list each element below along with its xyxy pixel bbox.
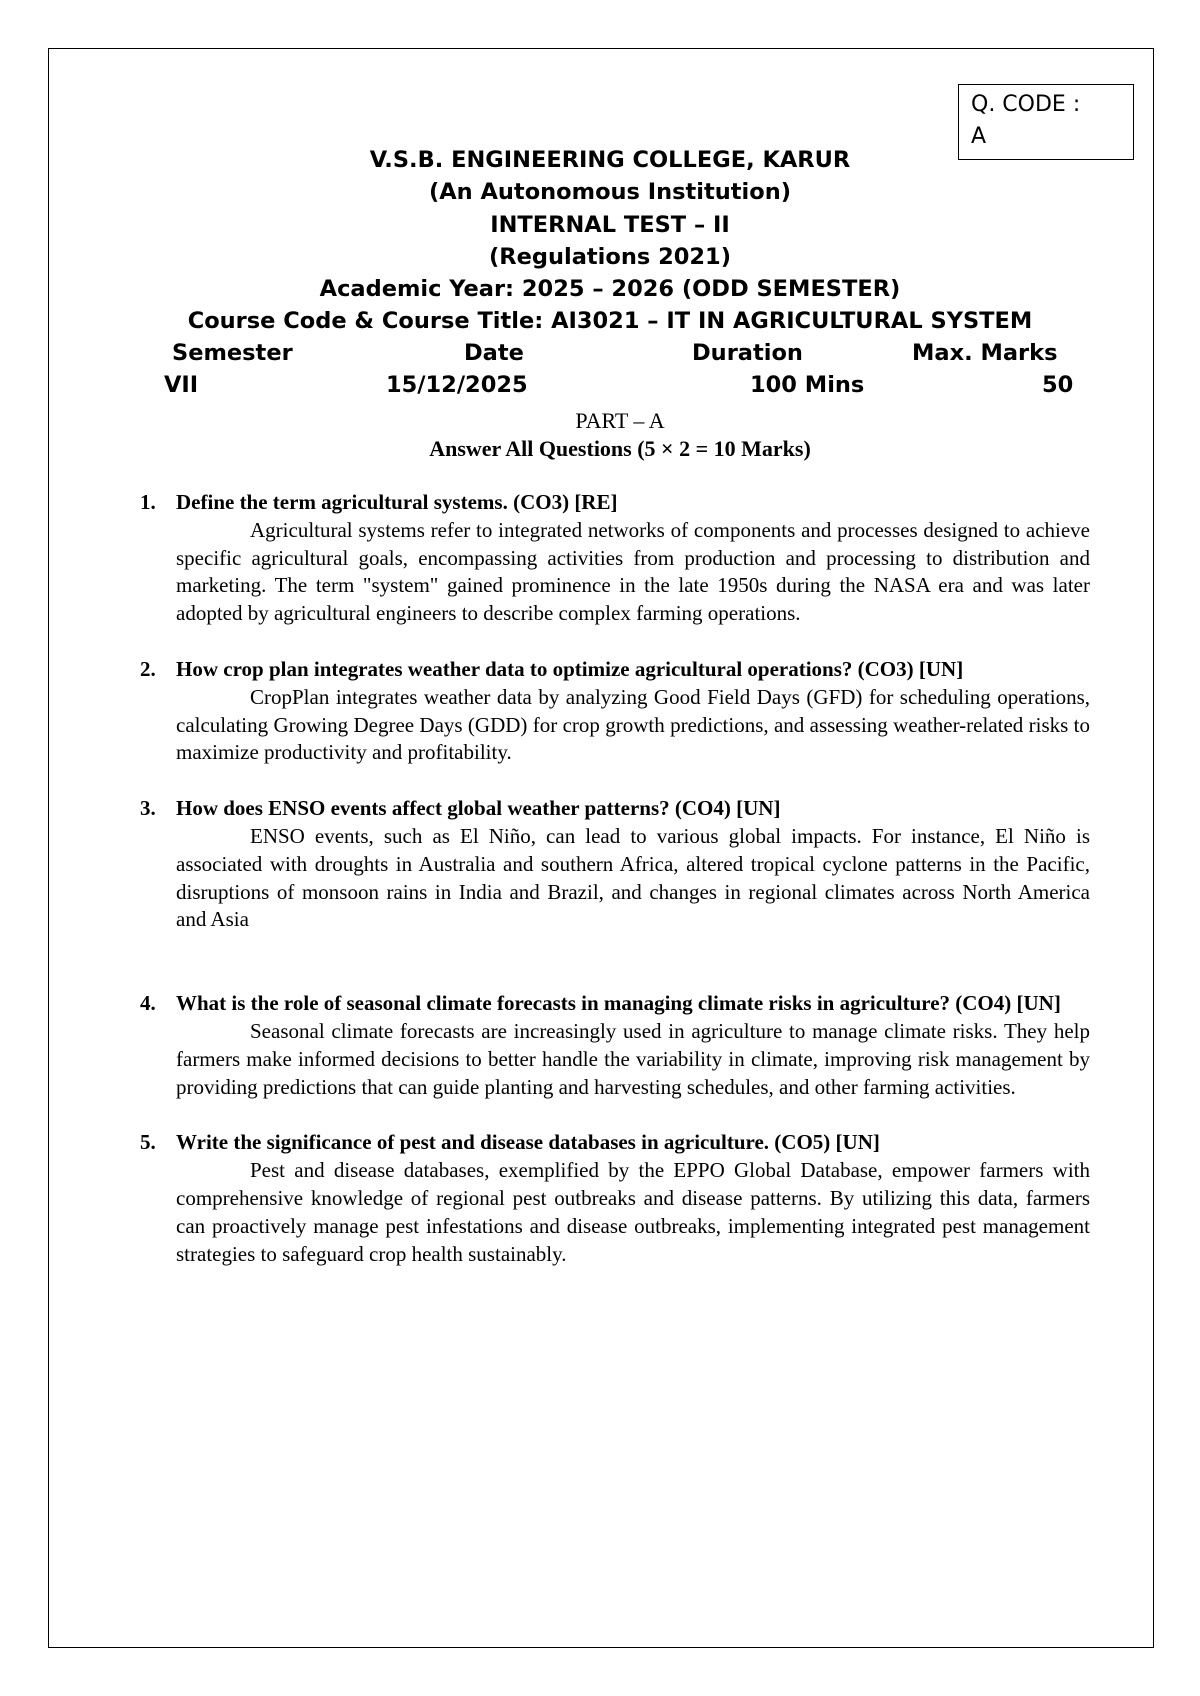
institution-type: (An Autonomous Institution) bbox=[428, 179, 792, 206]
course-title: Course Code & Course Title: AI3021 – IT IN AGRICULTURAL SYSTEM bbox=[187, 308, 1033, 335]
semester-label: Semester bbox=[172, 340, 293, 366]
answer-text: Pest and disease databases, exemplified by the EPPO Global Database, empower farmers with comprehensive knowledge of regional pest outbreaks and disease patterns. By utilizing this data, farmers can proactively manage pest infestations and disease outbreaks, implementing integrated pest management strategies to safeguard crop health sustainably. bbox=[176, 1158, 1090, 1266]
part-a-instruction: Answer All Questions (5 × 2 = 10 Marks) bbox=[429, 436, 811, 461]
question-item bbox=[140, 990, 1090, 1101]
question-number: 1. bbox=[140, 490, 156, 514]
answer-text: Seasonal climate forecasts are increasingly used in agriculture to manage climate risks. They help farmers make informed decisions to better handle the variability in climate, improving risk management by providing predictions that can guide planting and harvesting schedules, and other farming activities. bbox=[176, 1018, 1090, 1099]
question-list bbox=[140, 489, 1090, 1268]
question-item bbox=[140, 656, 1090, 767]
question-text: Define the term agricultural systems. (CO3) [RE] bbox=[176, 490, 618, 514]
question-text: How does ENSO events affect global weather patterns? (CO4) [UN] bbox=[176, 796, 781, 821]
question-text: What is the role of seasonal climate forecasts in managing climate risks in agriculture? (CO4) [UN] bbox=[176, 991, 1061, 1016]
test-name: INTERNAL TEST – II bbox=[490, 211, 730, 238]
max-marks-label: Max. Marks bbox=[912, 340, 1058, 366]
max-marks-value: 50 bbox=[1042, 372, 1074, 398]
academic-year: Academic Year: 2025 – 2026 (ODD SEMESTER) bbox=[319, 276, 901, 303]
semester-value: VII bbox=[164, 372, 199, 398]
answer-text: CropPlan integrates weather data by analyzing Good Field Days (GFD) for scheduling operations, calculating Growing Degree Days (GDD) for crop growth predictions, and assessing weather-related risks to maximize productivity and profitability. bbox=[176, 684, 1090, 765]
question-code-value: A bbox=[971, 124, 987, 149]
answer-text: ENSO events, such as El Niño, can lead to various global impacts. For instance, El Niño is associated with droughts in Australia and southern Africa, altered tropical cyclone patterns in the Pacific, disruptions of monsoon rains in India and Brazil, and changes in regional climates across North America and Asia bbox=[176, 823, 1090, 932]
question-item bbox=[140, 795, 1090, 934]
question-number: 4. bbox=[140, 991, 156, 1016]
question-number: 5. bbox=[140, 1130, 156, 1155]
duration-value: 100 Mins bbox=[750, 372, 865, 398]
question-item bbox=[140, 489, 1090, 628]
duration-label: Duration bbox=[692, 340, 803, 366]
regulations: (Regulations 2021) bbox=[489, 243, 731, 270]
part-a-title: PART – A bbox=[575, 408, 665, 433]
date-label: Date bbox=[464, 340, 524, 366]
question-number: 3. bbox=[140, 796, 156, 821]
document-header bbox=[60, 144, 1160, 338]
question-number: 2. bbox=[140, 656, 156, 681]
answer-text: Agricultural systems refer to integrated networks of components and processes designed to achieve specific agricultural goals, encompassing activities from production and processing to distribution and marketing. The term "system" gained prominence in the late 1950s during the NASA era and was later adopted by agricultural engineers to describe complex farming operations. bbox=[176, 517, 1090, 626]
question-text: Write the significance of pest and disease databases in agriculture. (CO5) [UN] bbox=[176, 1130, 880, 1155]
question-item bbox=[140, 1129, 1090, 1268]
college-name: V.S.B. ENGINEERING COLLEGE, KARUR bbox=[369, 147, 851, 173]
question-text: How crop plan integrates weather data to optimize agricultural operations? (CO3) [UN] bbox=[176, 656, 964, 681]
date-value: 15/12/2025 bbox=[386, 372, 528, 398]
question-code-label: Q. CODE : bbox=[971, 92, 1081, 117]
